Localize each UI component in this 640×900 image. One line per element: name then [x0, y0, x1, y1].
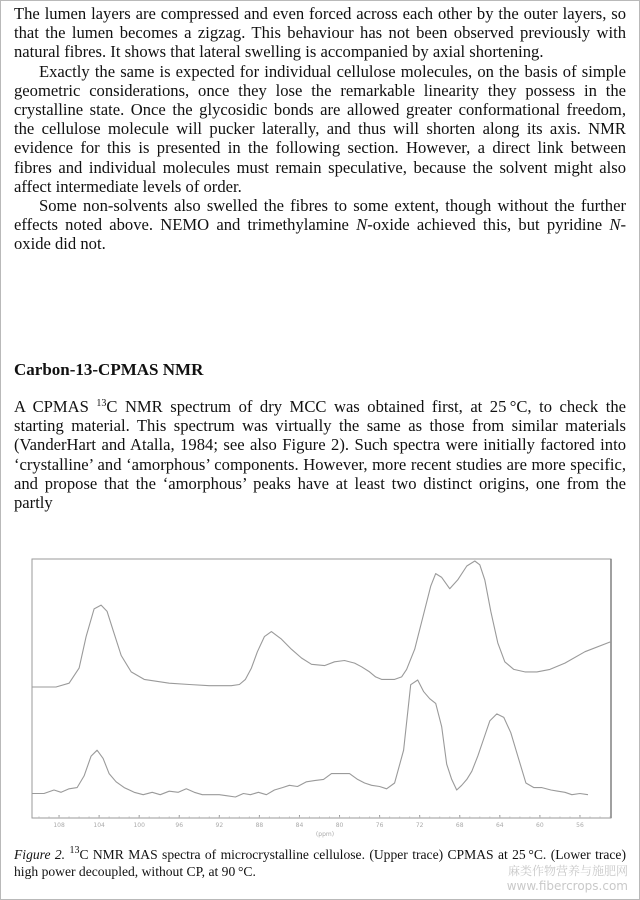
paragraph-lumen: The lumen layers are compressed and even forced across each other by the outer layers, so that the lumen becomes a zigzag. This behaviour has not been observed previously with natural fibres. It shows that lateral swelling is accompanied by axial shortening. — [14, 4, 626, 62]
italic-n: N — [356, 215, 368, 235]
text-run: Some non-solvents also swelled the fibres to some extent, though without the further effects noted above. NEMO and trimethylamine — [14, 196, 626, 235]
watermark-site-name: 麻类作物营养与施肥网 — [507, 864, 628, 878]
x-tick-label: 68 — [455, 822, 464, 829]
x-tick-label: 76 — [375, 822, 384, 829]
x-tick-label: 88 — [255, 822, 264, 829]
text-run: -oxide achieved this, but pyridine — [367, 215, 610, 235]
x-tick-label: 72 — [415, 822, 424, 829]
paragraph-cellulose-molecules: Exactly the same is expected for individual cellulose molecules, on the basis of simple geometric considerations, once they lose the remarkable linearity they possess in the crystalline state. Once the glycosidic bonds are allowed greater conformational freedom, the cellulose molecule will pucker laterally, and thus will shorten along its axis. NMR evidence for this is presented in the following section. However, a direct link between fibres and individual molecules must remain speculative, because the solvent might also affect intermediate levels of order. — [14, 61, 626, 196]
isotope-superscript: 13 — [96, 398, 107, 409]
x-tick-label: 64 — [495, 822, 504, 829]
figure-label: Figure 2. — [14, 847, 66, 862]
x-tick-label: 100 — [133, 822, 145, 829]
paragraph-cpmas — [14, 397, 626, 512]
x-tick-label: 92 — [215, 822, 224, 829]
upper-trace-cpmas-25c — [32, 561, 611, 687]
x-tick-label: 104 — [93, 822, 105, 829]
x-tick-label: 56 — [576, 822, 584, 829]
text-run: C NMR spectrum of dry MCC was obtained first, at 25 °C, to check the starting material. This spectrum was virtually the same as those from similar materials (VanderHart and Atalla, 1984; see also Figure 2). Such spectra were initially factored into ‘crystalline’ and ‘amorphous’ components. However, more recent studies are more specific, and propose that the ‘amorphous’ peaks have at least two distinct origins, one from the partly — [14, 397, 626, 513]
x-tick-label: 108 — [53, 822, 65, 829]
x-tick-label: 84 — [295, 822, 304, 829]
watermark-url: www.fibercrops.com — [506, 879, 628, 893]
x-tick-label: 96 — [175, 822, 184, 829]
x-axis-label: (ppm) — [315, 831, 335, 838]
x-axis-tick-labels — [53, 822, 584, 829]
italic-n: N — [609, 215, 621, 235]
body-text-section-2 — [14, 397, 626, 512]
x-tick-label: 80 — [335, 822, 344, 829]
figure-2-nmr-spectra — [0, 540, 640, 845]
nmr-spectra-chart — [0, 540, 640, 845]
x-tick-label: 60 — [536, 822, 544, 829]
body-text-section-1 — [14, 4, 626, 254]
lower-trace-decoupled-90c — [32, 680, 588, 797]
spectrum-traces — [32, 561, 611, 797]
paragraph-non-solvents — [14, 196, 626, 254]
text-run: -oxide did not. — [14, 215, 626, 254]
caption-text: C NMR MAS spectra of microcrystalline cellulose. (Upper trace) CPMAS at 25 °C. (Lower trace) high power decoupled, without CP, at 90 °C. — [14, 847, 626, 879]
watermark — [507, 864, 628, 894]
isotope-superscript: 13 — [69, 845, 80, 856]
section-heading: Carbon-13-CPMAS NMR — [14, 360, 204, 379]
text-run: A CPMAS — [14, 397, 97, 416]
